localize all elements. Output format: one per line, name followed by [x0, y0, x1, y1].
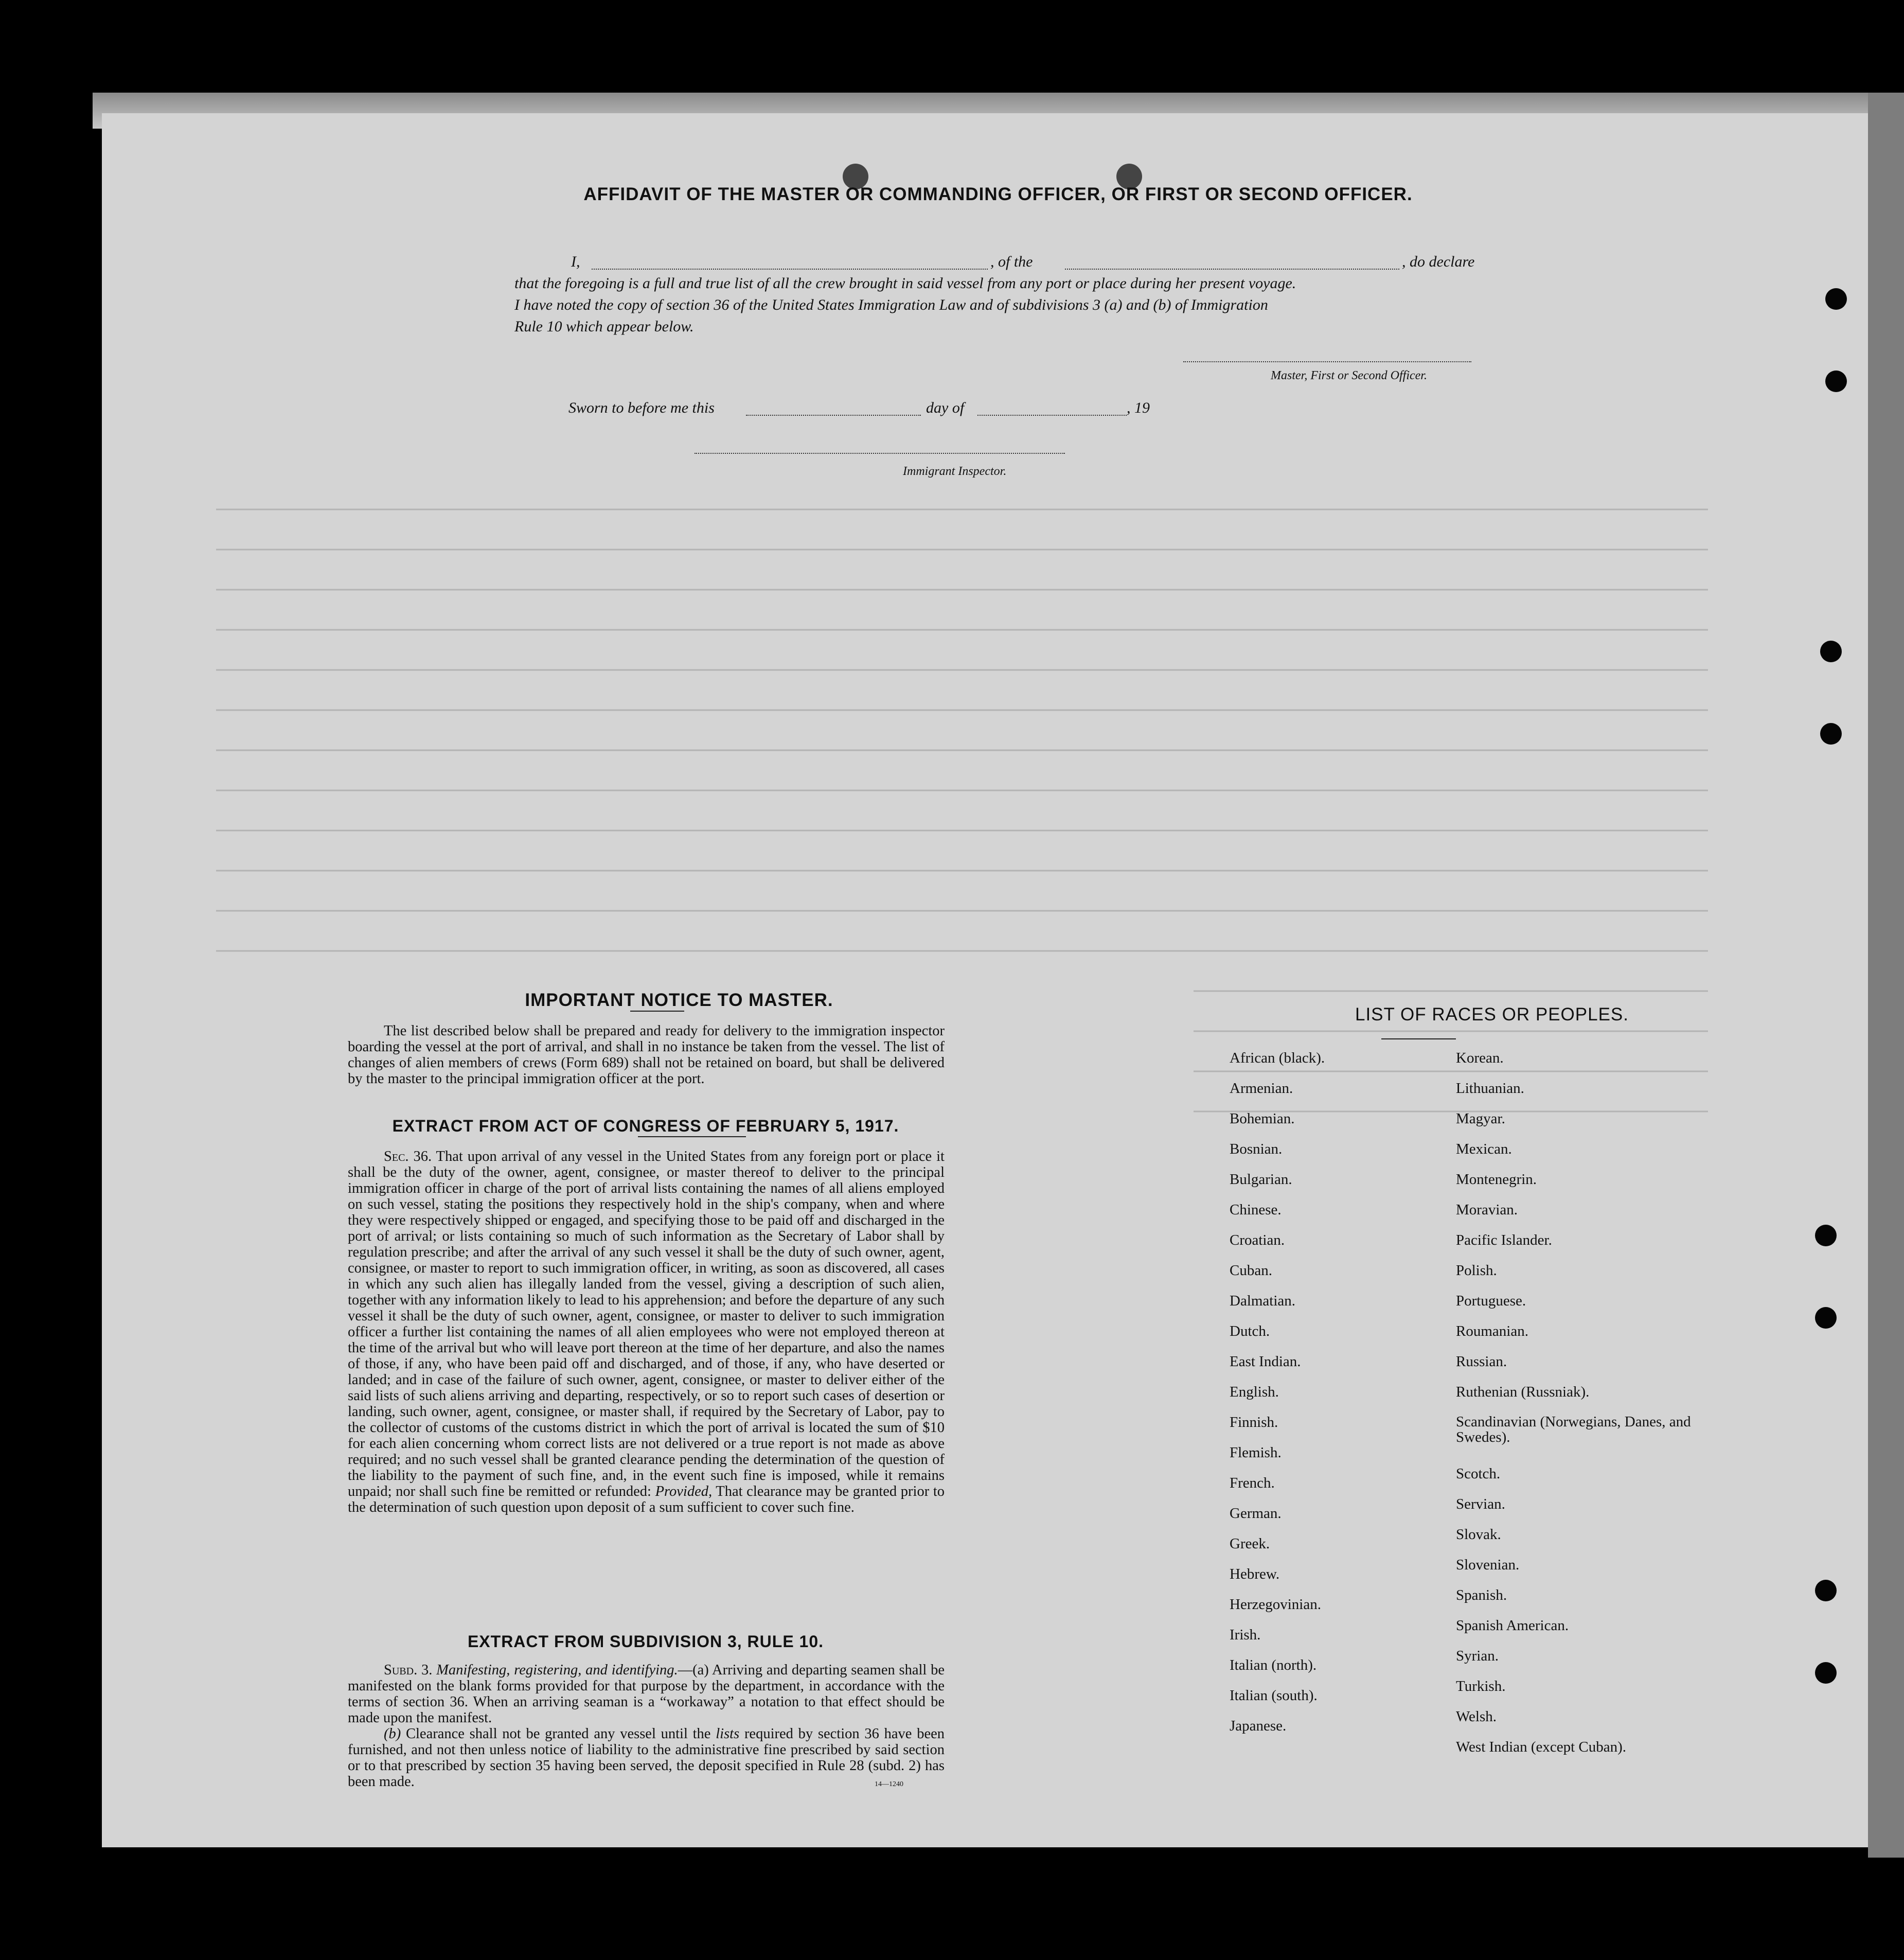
notice-text: The list described below shall be prepared and ready for delivery to the immigration inspector boarding the vessel at the port of arrival, and shall in no instance be taken from the vessel. The list of changes of alien members of crews (Form 689) shall not be retained on board, but shall be delivered by the master to the principal immigration officer at the port. — [348, 1023, 945, 1087]
sworn-label: Sworn to before me this — [568, 399, 715, 416]
notice-title: IMPORTANT NOTICE TO MASTER. — [525, 990, 833, 1010]
race-item: Polish. — [1456, 1262, 1497, 1279]
punch-hole-icon — [1815, 1662, 1837, 1684]
race-item: Flemish. — [1230, 1444, 1282, 1461]
race-item: Irish. — [1230, 1627, 1261, 1643]
race-item: Dalmatian. — [1230, 1293, 1296, 1309]
punch-hole-icon — [1815, 1225, 1837, 1246]
notice-title-underline — [630, 1011, 684, 1012]
races-left-column — [1230, 1050, 1446, 1748]
page-edge-strip — [1868, 93, 1904, 1858]
race-item: East Indian. — [1230, 1353, 1301, 1370]
notice-body — [348, 1023, 945, 1087]
master-signature-blank[interactable] — [1183, 361, 1471, 362]
race-item: Turkish. — [1456, 1678, 1506, 1694]
inspector-signature-blank[interactable] — [695, 453, 1065, 454]
race-item: Portuguese. — [1456, 1293, 1526, 1309]
race-item: Moravian. — [1456, 1202, 1518, 1218]
race-item: Slovak. — [1456, 1526, 1501, 1543]
subd-part-b-text-2: required by section 36 have been furnished, and not then unless notice of liability to the administrative fine prescribed by said section or to that prescribed by section 35 having been served, the deposit specified in Rule 28 (subd. 2) has been made. — [348, 1726, 945, 1790]
race-item: Italian (south). — [1230, 1687, 1318, 1704]
punch-hole-icon — [1825, 370, 1847, 392]
extract-act-title: EXTRACT FROM ACT OF CONGRESS OF FEBRUARY 5, 1917. — [392, 1117, 899, 1135]
races-title-underline — [1381, 1038, 1456, 1039]
punch-hole-icon — [1825, 288, 1847, 310]
races-title: LIST OF RACES OR PEOPLES. — [1355, 1004, 1629, 1025]
races-right-column — [1456, 1050, 1723, 1769]
affidavit-title: AFFIDAVIT OF THE MASTER OR COMMANDING OFFICER, OR FIRST OR SECOND OFFICER. — [583, 184, 1413, 204]
form-number: 14—1240 — [875, 1780, 903, 1788]
section-36-text-end: That clearance may be granted prior to the determination of such question upon deposit of a sum sufficient to cover such fine. — [348, 1484, 945, 1515]
vessel-name-blank[interactable] — [1065, 269, 1399, 270]
subd-part-b-lists: lists — [716, 1726, 740, 1742]
provided-label: Provided, — [655, 1484, 713, 1499]
subd-title: Manifesting, registering, and identifying. — [436, 1662, 678, 1678]
inspector-signature-label: Immigrant Inspector. — [903, 465, 1007, 478]
race-item: African (black). — [1230, 1050, 1325, 1066]
sworn-year-label: , 19 — [1127, 399, 1150, 416]
affidavit-vessel-label: , of the — [990, 253, 1033, 270]
race-item: West Indian (except Cuban). — [1456, 1739, 1627, 1755]
race-item: Lithuanian. — [1456, 1080, 1524, 1097]
subd-part-a: —(a) Arriving and departing seamen shall be manifested on the blank forms provided for that purpose by the department, in accordance with the terms of section 36. When an arriving seaman is a “workaway” a notation to that effect should be made upon the manifest. — [348, 1662, 945, 1726]
punch-hole-icon — [1815, 1580, 1837, 1601]
punch-hole-icon — [1815, 1307, 1837, 1329]
race-item: Chinese. — [1230, 1202, 1282, 1218]
race-item: Hebrew. — [1230, 1566, 1280, 1582]
race-item: Italian (north). — [1230, 1657, 1317, 1673]
race-item: Spanish. — [1456, 1587, 1507, 1603]
subd-part-b-text-1: Clearance shall not be granted any vessel until the — [406, 1726, 711, 1742]
affidavit-declarant-label: I, — [571, 253, 580, 270]
section-36-text: That upon arrival of any vessel in the United States from any foreign port or place it shall be the duty of the owner, agent, consignee, or master thereof to deliver to the principal immigration officer in charge of the port of arrival lists containing the names of all aliens employed on such vessel, stating the positions they respectively hold in the ship's company, when and where they were respectively shipped or engaged, and specifying those to be paid off and discharged in the port of arrival; or lists containing so much of such information as the Secretary of Labor shall by regulation prescribe; and after the arrival of any such vessel it shall be the duty of such owner, agent, consignee, or master to report to such immigration officer, in writing, as soon as discovered, all cases in which any such alien has illegally landed from the vessel, giving a description of such alien, together with any information likely to lead to his apprehension; and before the departure of any such vessel it shall be the duty of such owner, agent, consignee, or master to deliver to such immigration officer a further list containing the names of all alien employees who were not employed thereon at the time of the arrival but who will leave port thereon at the time of her departure, and also the names of those, if any, who have been paid off and discharged, and of those, if any, who have deserted or landed; and in case of the failure of such owner, agent, consignee, or master to deliver either of the said lists of such aliens arriving and departing, respectively, or so to report such cases of desertion or landing, such owner, agent, consignee, or master shall, if required by the Secretary of Labor, pay to the collector of customs of the customs district in which the port of arrival is located the sum of $10 for each alien concerning whom correct lists are not delivered or a true report is not made as above required; and no such vessel shall be granted clearance pending the determination of the question of the liability to the payment of such fine, and, in the event such fine is imposed, while it remains unpaid; nor shall such fine be remitted or refunded: — [348, 1149, 945, 1499]
extract-rule-title: EXTRACT FROM SUBDIVISION 3, RULE 10. — [467, 1632, 824, 1651]
race-item: Herzegovinian. — [1230, 1596, 1321, 1613]
race-item: Cuban. — [1230, 1262, 1272, 1279]
race-item: Magyar. — [1456, 1110, 1505, 1127]
section-36-label: Sec. 36. — [384, 1149, 432, 1164]
race-item: Korean. — [1456, 1050, 1504, 1066]
race-item: Mexican. — [1456, 1141, 1512, 1157]
race-item: Servian. — [1456, 1496, 1505, 1512]
master-signature-label: Master, First or Second Officer. — [1271, 369, 1427, 382]
subd-label: Subd. 3. — [384, 1662, 433, 1678]
affidavit-line-4: Rule 10 which appear below. — [514, 318, 694, 335]
race-item: German. — [1230, 1505, 1282, 1522]
race-item: Welsh. — [1456, 1708, 1497, 1725]
extract-act-underline — [638, 1136, 746, 1137]
race-item: Dutch. — [1230, 1323, 1270, 1339]
subd-part-b-label: (b) — [384, 1726, 401, 1742]
race-item: Croatian. — [1230, 1232, 1285, 1248]
extract-rule-body — [348, 1662, 945, 1790]
race-item: English. — [1230, 1384, 1279, 1400]
race-item: Syrian. — [1456, 1648, 1499, 1664]
affidavit-line-3: I have noted the copy of section 36 of the United States Immigration Law and of subdivisions 3 (a) and (b) of Immigration — [514, 296, 1268, 313]
race-item: Russian. — [1456, 1353, 1507, 1370]
declarant-name-blank[interactable] — [592, 269, 988, 270]
race-item: Ruthenian (Russniak). — [1456, 1384, 1590, 1400]
race-item: French. — [1230, 1475, 1275, 1491]
affidavit-line-2: that the foregoing is a full and true list of all the crew brought in said vessel from any port or place during her present voyage. — [514, 275, 1296, 292]
race-item: Spanish American. — [1456, 1617, 1569, 1634]
race-item: Japanese. — [1230, 1718, 1287, 1734]
sworn-month-blank[interactable] — [977, 415, 1127, 416]
race-item: Montenegrin. — [1456, 1171, 1537, 1188]
affidavit-declare-label: , do declare — [1402, 253, 1475, 270]
race-item: Pacific Islander. — [1456, 1232, 1552, 1248]
punch-hole-icon — [1820, 641, 1842, 662]
race-item: Bulgarian. — [1230, 1171, 1292, 1188]
race-item: Slovenian. — [1456, 1557, 1520, 1573]
punch-hole-icon — [1820, 723, 1842, 745]
race-item: Armenian. — [1230, 1080, 1293, 1097]
race-item: Bohemian. — [1230, 1110, 1295, 1127]
extract-act-body — [348, 1149, 945, 1515]
race-item: Bosnian. — [1230, 1141, 1283, 1157]
race-item: Greek. — [1230, 1535, 1270, 1552]
race-item: Scotch. — [1456, 1465, 1501, 1482]
race-item: Roumanian. — [1456, 1323, 1528, 1339]
race-item: Finnish. — [1230, 1414, 1278, 1431]
race-item: Scandinavian (Norwegians, Danes, and Swedes). — [1456, 1414, 1691, 1445]
sworn-day-blank[interactable] — [746, 415, 921, 416]
sworn-day-of-label: day of — [926, 399, 965, 416]
